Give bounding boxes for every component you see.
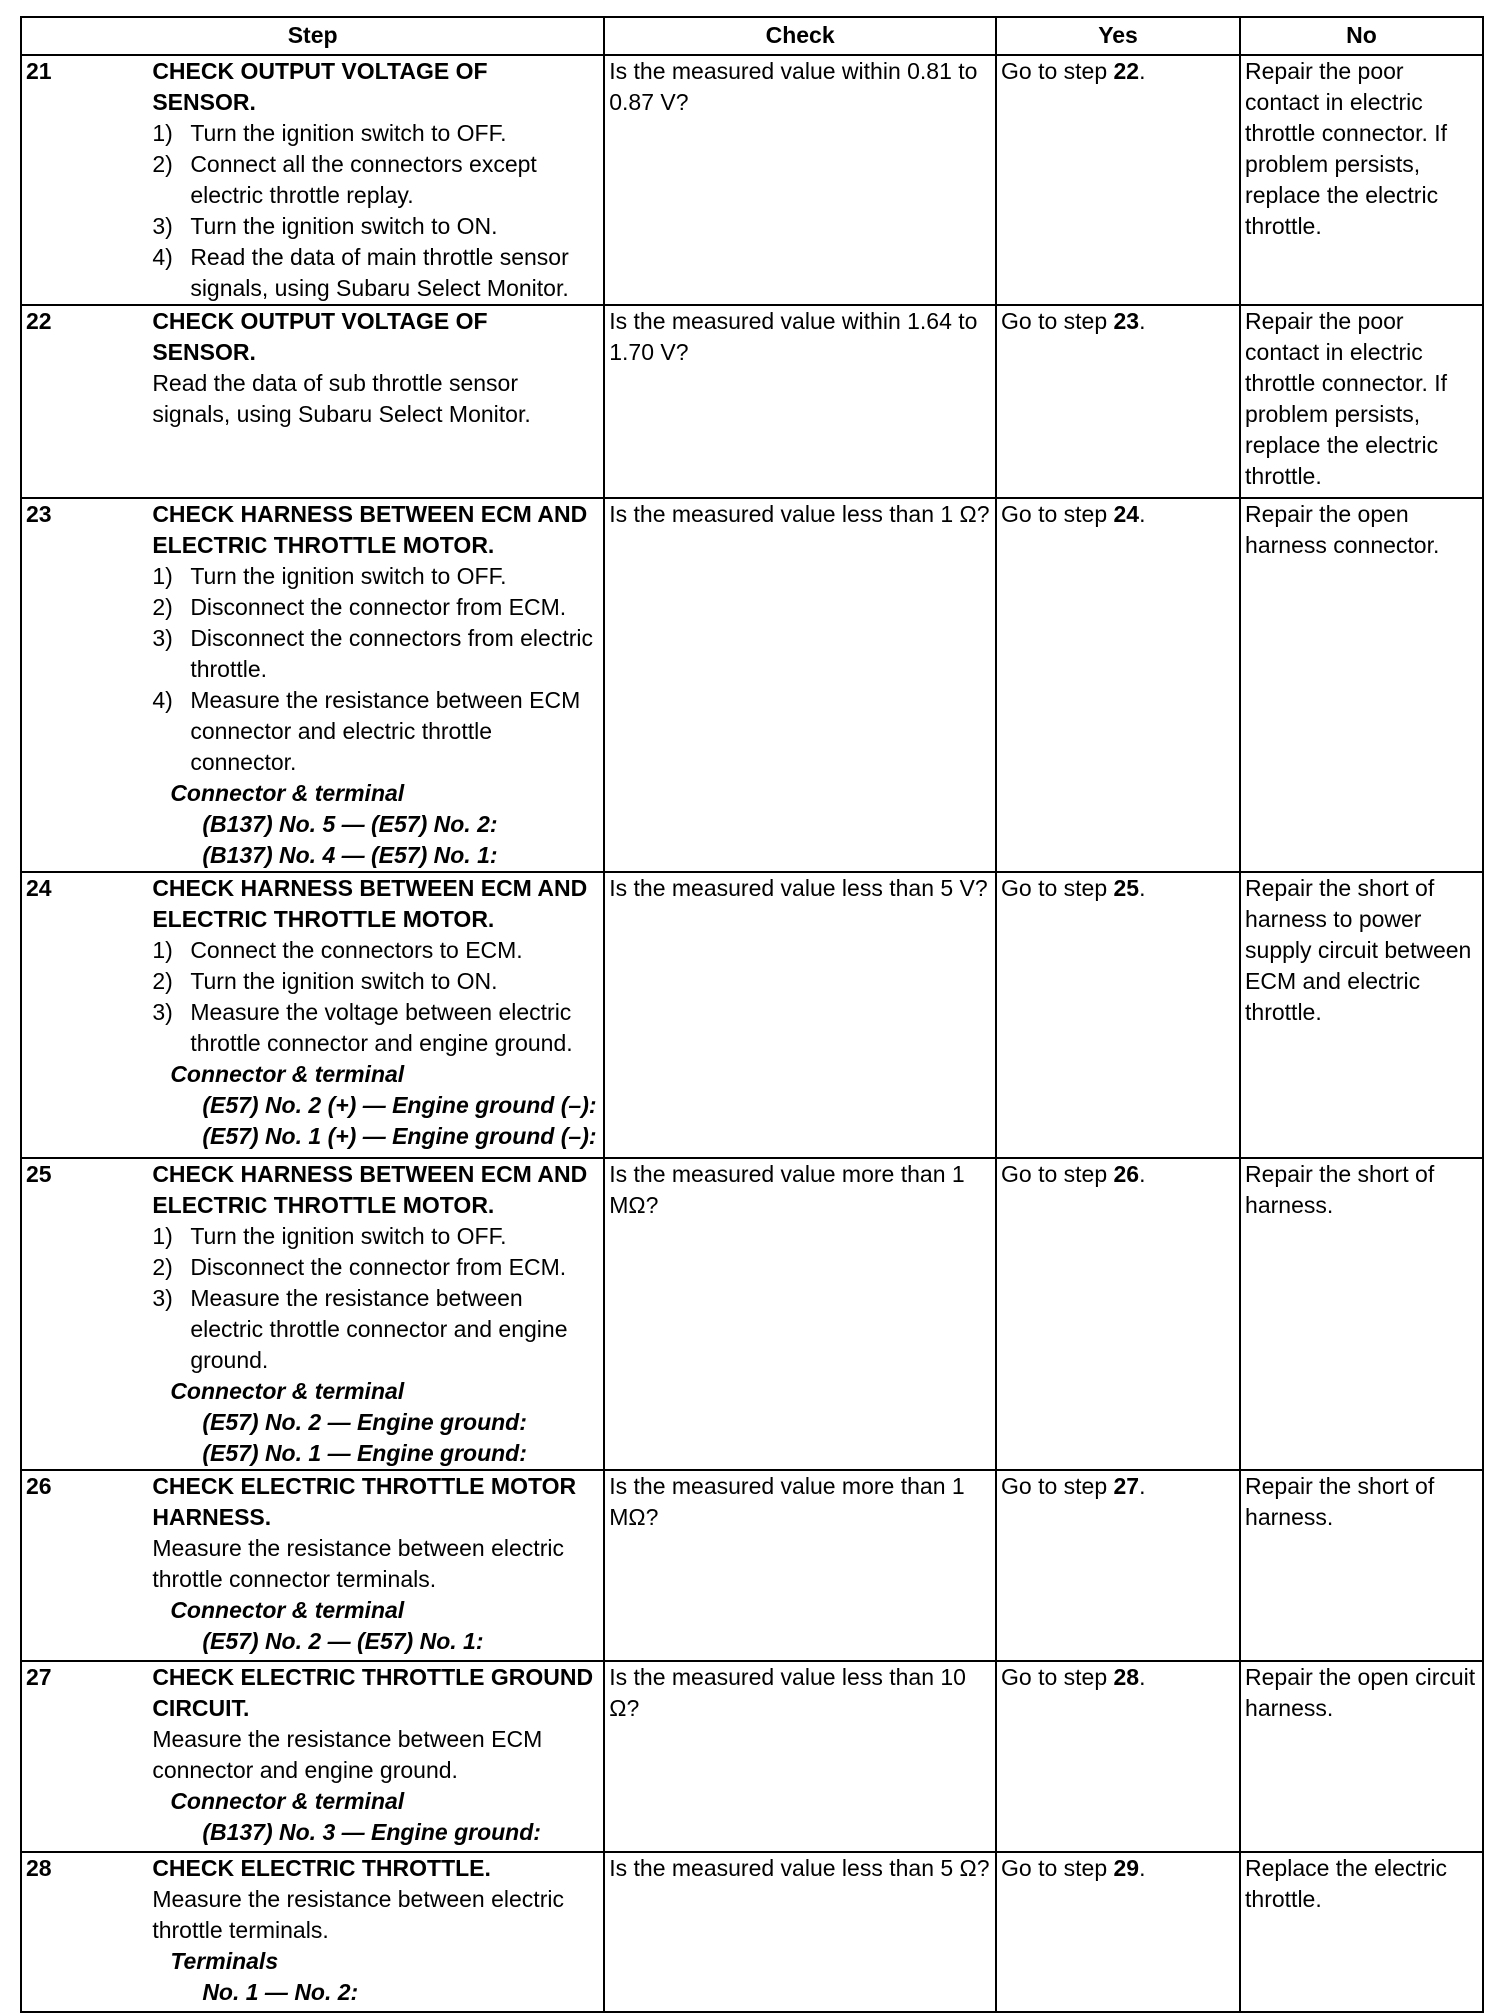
item-number: 1) bbox=[152, 1223, 173, 1249]
step-number: 23 bbox=[21, 498, 152, 872]
yes-text: Go to step bbox=[1001, 58, 1114, 84]
step-cell bbox=[152, 1661, 604, 1852]
terminals-line: No. 1 — No. 2: bbox=[202, 1979, 359, 2005]
item-text: Measure the resistance between electric throttle connector and engine ground. bbox=[190, 1285, 568, 1373]
check-cell: Is the measured value less than 10 Ω? bbox=[604, 1661, 996, 1852]
list-item bbox=[152, 997, 597, 1059]
connector-terminal-heading: Connector & terminal bbox=[170, 1378, 405, 1404]
table-row bbox=[21, 55, 1483, 305]
yes-step-number: 25 bbox=[1113, 875, 1140, 901]
item-text: Connect the connectors to ECM. bbox=[190, 937, 523, 963]
item-text: Turn the ignition switch to OFF. bbox=[190, 1223, 507, 1249]
yes-suffix: . bbox=[1139, 875, 1146, 901]
yes-cell bbox=[996, 55, 1240, 305]
item-number: 3) bbox=[152, 213, 173, 239]
step-title: CHECK HARNESS BETWEEN ECM AND ELECTRIC THROTTLE MOTOR. bbox=[152, 501, 588, 558]
item-number: 3) bbox=[152, 625, 173, 651]
yes-step-number: 26 bbox=[1113, 1161, 1140, 1187]
item-text: Turn the ignition switch to OFF. bbox=[190, 563, 507, 589]
no-cell: Repair the poor contact in electric throttle connector. If problem persists, replace the electric throttle. bbox=[1240, 55, 1483, 305]
step-title: CHECK ELECTRIC THROTTLE. bbox=[152, 1855, 491, 1881]
item-text: Turn the ignition switch to ON. bbox=[190, 968, 498, 994]
table-row bbox=[21, 1661, 1483, 1852]
connector-terminal-heading: Connector & terminal bbox=[170, 1788, 405, 1814]
step-cell bbox=[152, 1470, 604, 1661]
yes-suffix: . bbox=[1139, 58, 1146, 84]
step-cell bbox=[152, 305, 604, 498]
connector-terminal-line: (B137) No. 4 — (E57) No. 1: bbox=[202, 842, 498, 868]
item-number: 1) bbox=[152, 120, 173, 146]
step-title: CHECK ELECTRIC THROTTLE GROUND CIRCUIT. bbox=[152, 1664, 594, 1721]
yes-suffix: . bbox=[1139, 1855, 1146, 1881]
step-title: CHECK ELECTRIC THROTTLE MOTOR HARNESS. bbox=[152, 1473, 577, 1530]
step-number: 27 bbox=[21, 1661, 152, 1852]
check-cell: Is the measured value within 1.64 to 1.70 V? bbox=[604, 305, 996, 498]
no-cell: Repair the short of harness. bbox=[1240, 1158, 1483, 1470]
list-item bbox=[152, 1283, 597, 1376]
step-title: CHECK OUTPUT VOLTAGE OF SENSOR. bbox=[152, 58, 488, 115]
item-number: 4) bbox=[152, 687, 173, 713]
check-cell: Is the measured value more than 1 MΩ? bbox=[604, 1158, 996, 1470]
list-item bbox=[152, 242, 597, 304]
item-number: 2) bbox=[152, 151, 173, 177]
yes-cell bbox=[996, 872, 1240, 1158]
step-cell bbox=[152, 872, 604, 1158]
connector-terminal-line: (E57) No. 1 — Engine ground: bbox=[202, 1440, 527, 1466]
yes-suffix: . bbox=[1139, 501, 1146, 527]
no-cell: Repair the open harness connector. bbox=[1240, 498, 1483, 872]
yes-cell bbox=[996, 1158, 1240, 1470]
yes-text: Go to step bbox=[1001, 1473, 1114, 1499]
item-number: 3) bbox=[152, 1285, 173, 1311]
item-number: 1) bbox=[152, 937, 173, 963]
yes-step-number: 27 bbox=[1113, 1473, 1140, 1499]
connector-terminal-line: (B137) No. 3 — Engine ground: bbox=[202, 1819, 541, 1845]
item-text: Turn the ignition switch to ON. bbox=[190, 213, 498, 239]
table-row bbox=[21, 498, 1483, 872]
no-cell: Repair the short of harness. bbox=[1240, 1470, 1483, 1661]
list-item bbox=[152, 685, 597, 778]
list-item bbox=[152, 211, 597, 242]
step-title: CHECK OUTPUT VOLTAGE OF SENSOR. bbox=[152, 308, 488, 365]
yes-text: Go to step bbox=[1001, 308, 1114, 334]
connector-terminal-line: (B137) No. 5 — (E57) No. 2: bbox=[202, 811, 498, 837]
step-title: CHECK HARNESS BETWEEN ECM AND ELECTRIC THROTTLE MOTOR. bbox=[152, 1161, 588, 1218]
yes-suffix: . bbox=[1139, 1473, 1146, 1499]
yes-text: Go to step bbox=[1001, 501, 1114, 527]
check-cell: Is the measured value less than 1 Ω? bbox=[604, 498, 996, 872]
item-text: Turn the ignition switch to OFF. bbox=[190, 120, 507, 146]
yes-step-number: 24 bbox=[1113, 501, 1140, 527]
yes-suffix: . bbox=[1139, 1161, 1146, 1187]
item-number: 2) bbox=[152, 1254, 173, 1280]
yes-text: Go to step bbox=[1001, 875, 1114, 901]
item-text: Measure the resistance between ECM connector and electric throttle connector. bbox=[190, 687, 581, 775]
item-text: Disconnect the connector from ECM. bbox=[190, 1254, 567, 1280]
table-row bbox=[21, 1158, 1483, 1470]
item-number: 2) bbox=[152, 594, 173, 620]
check-cell: Is the measured value less than 5 Ω? bbox=[604, 1852, 996, 2012]
check-cell: Is the measured value less than 5 V? bbox=[604, 872, 996, 1158]
no-cell: Repair the short of harness to power supply circuit between ECM and electric throttle. bbox=[1240, 872, 1483, 1158]
step-description: Measure the resistance between ECM connector and engine ground. bbox=[152, 1726, 543, 1783]
yes-text: Go to step bbox=[1001, 1855, 1114, 1881]
step-cell bbox=[152, 55, 604, 305]
check-cell: Is the measured value within 0.81 to 0.87 V? bbox=[604, 55, 996, 305]
step-number: 26 bbox=[21, 1470, 152, 1661]
table-row bbox=[21, 1470, 1483, 1661]
list-item bbox=[152, 623, 597, 685]
step-title: CHECK HARNESS BETWEEN ECM AND ELECTRIC THROTTLE MOTOR. bbox=[152, 875, 588, 932]
step-description: Read the data of sub throttle sensor signals, using Subaru Select Monitor. bbox=[152, 370, 531, 427]
list-item bbox=[152, 592, 597, 623]
yes-text: Go to step bbox=[1001, 1161, 1114, 1187]
list-item bbox=[152, 149, 597, 211]
step-cell bbox=[152, 1158, 604, 1470]
yes-suffix: . bbox=[1139, 308, 1146, 334]
yes-step-number: 28 bbox=[1113, 1664, 1140, 1690]
list-item bbox=[152, 966, 597, 997]
list-item bbox=[152, 561, 597, 592]
no-cell: Repair the open circuit harness. bbox=[1240, 1661, 1483, 1852]
item-text: Disconnect the connector from ECM. bbox=[190, 594, 567, 620]
header-no: No bbox=[1240, 17, 1483, 55]
item-number: 3) bbox=[152, 999, 173, 1025]
step-list bbox=[152, 118, 597, 304]
table-row bbox=[21, 872, 1483, 1158]
list-item bbox=[152, 1221, 597, 1252]
header-row bbox=[21, 17, 1483, 55]
table-row bbox=[21, 1852, 1483, 2012]
step-list bbox=[152, 561, 597, 778]
step-list bbox=[152, 1221, 597, 1376]
step-cell bbox=[152, 498, 604, 872]
step-number: 21 bbox=[21, 55, 152, 305]
table-row bbox=[21, 305, 1483, 498]
yes-text: Go to step bbox=[1001, 1664, 1114, 1690]
yes-cell bbox=[996, 1852, 1240, 2012]
header-step: Step bbox=[21, 17, 604, 55]
yes-step-number: 23 bbox=[1113, 308, 1140, 334]
item-text: Disconnect the connectors from electric throttle. bbox=[190, 625, 593, 682]
check-cell: Is the measured value more than 1 MΩ? bbox=[604, 1470, 996, 1661]
item-number: 1) bbox=[152, 563, 173, 589]
list-item bbox=[152, 1252, 597, 1283]
connector-terminal-heading: Connector & terminal bbox=[170, 1597, 405, 1623]
no-cell: Repair the poor contact in electric throttle connector. If problem persists, replace the electric throttle. bbox=[1240, 305, 1483, 498]
list-item bbox=[152, 118, 597, 149]
header-check: Check bbox=[604, 17, 996, 55]
connector-terminal-line: (E57) No. 2 (+) — Engine ground (–): bbox=[202, 1092, 597, 1118]
connector-terminal-heading: Connector & terminal bbox=[170, 780, 405, 806]
step-description: Measure the resistance between electric throttle connector terminals. bbox=[152, 1535, 564, 1592]
connector-terminal-heading: Connector & terminal bbox=[170, 1061, 405, 1087]
item-text: Connect all the connectors except electric throttle replay. bbox=[190, 151, 537, 208]
list-item bbox=[152, 935, 597, 966]
terminals-heading: Terminals bbox=[170, 1948, 279, 1974]
step-number: 24 bbox=[21, 872, 152, 1158]
step-cell bbox=[152, 1852, 604, 2012]
connector-terminal-line: (E57) No. 1 (+) — Engine ground (–): bbox=[202, 1123, 597, 1149]
yes-step-number: 29 bbox=[1113, 1855, 1140, 1881]
yes-cell bbox=[996, 1661, 1240, 1852]
item-number: 2) bbox=[152, 968, 173, 994]
connector-terminal-line: (E57) No. 2 — Engine ground: bbox=[202, 1409, 527, 1435]
item-number: 4) bbox=[152, 244, 173, 270]
step-number: 25 bbox=[21, 1158, 152, 1470]
step-number: 22 bbox=[21, 305, 152, 498]
yes-cell bbox=[996, 498, 1240, 872]
item-text: Read the data of main throttle sensor signals, using Subaru Select Monitor. bbox=[190, 244, 569, 301]
diagnostic-table bbox=[20, 16, 1484, 2013]
yes-cell bbox=[996, 305, 1240, 498]
no-cell: Replace the electric throttle. bbox=[1240, 1852, 1483, 2012]
yes-cell bbox=[996, 1470, 1240, 1661]
step-description: Measure the resistance between electric throttle terminals. bbox=[152, 1886, 564, 1943]
yes-suffix: . bbox=[1139, 1664, 1146, 1690]
step-number: 28 bbox=[21, 1852, 152, 2012]
item-text: Measure the voltage between electric throttle connector and engine ground. bbox=[190, 999, 573, 1056]
step-list bbox=[152, 935, 597, 1059]
yes-step-number: 22 bbox=[1113, 58, 1140, 84]
header-yes: Yes bbox=[996, 17, 1240, 55]
connector-terminal-line: (E57) No. 2 — (E57) No. 1: bbox=[202, 1628, 484, 1654]
